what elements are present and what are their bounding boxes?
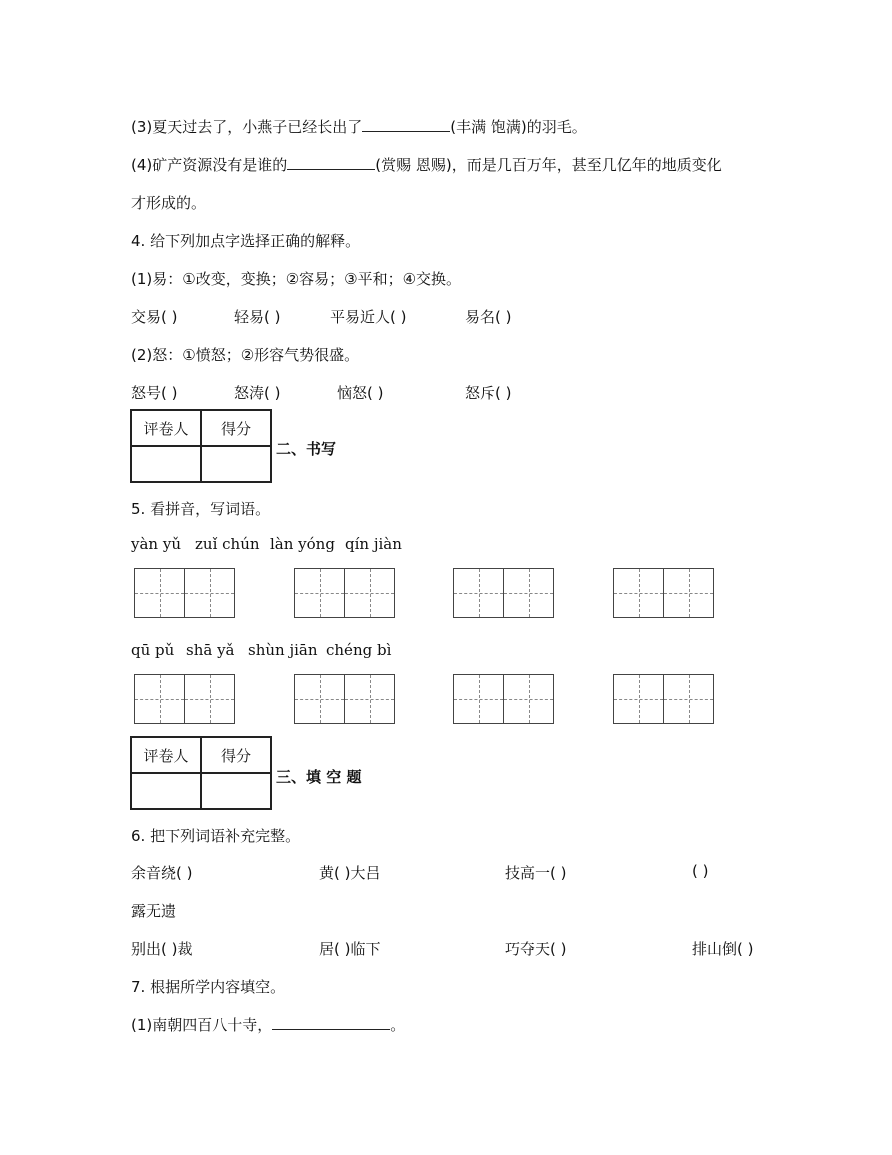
q4-word[interactable]: 怒斥( ): [465, 384, 512, 402]
q4-title: 4. 给下列加点字选择正确的解释。: [131, 232, 361, 250]
tianzige-box[interactable]: [294, 674, 395, 724]
answer-blank[interactable]: [287, 155, 375, 170]
q4-word[interactable]: 交易( ): [131, 308, 178, 326]
q4-sub2: (2)怒：①愤怒；②形容气势很盛。: [131, 346, 360, 364]
q6-idiom[interactable]: 余音绕( ): [131, 864, 193, 882]
pinyin-label: qín jiàn: [345, 535, 402, 553]
pinyin-label: yàn yǔ: [131, 535, 181, 553]
tianzige-box[interactable]: [294, 568, 395, 618]
q7-title: 7. 根据所学内容填空。: [131, 978, 286, 996]
answer-blank[interactable]: [362, 117, 450, 132]
q3-3-options: (丰满 饱满)的羽毛。: [450, 118, 587, 136]
q7-item-1: [131, 1014, 405, 1035]
score-table: [130, 409, 272, 483]
q4-word[interactable]: 怒涛( ): [234, 384, 281, 402]
score-label: 得分: [201, 737, 271, 773]
q4-sub1: (1)易：①改变，变换；②容易；③平和；④交换。: [131, 270, 462, 288]
score-table: [130, 736, 272, 810]
score-cell[interactable]: [201, 446, 271, 482]
reviewer-cell[interactable]: [131, 446, 201, 482]
tianzige-box[interactable]: [613, 568, 714, 618]
q4-word[interactable]: 怒号( ): [131, 384, 178, 402]
q4-word[interactable]: 恼怒( ): [337, 384, 384, 402]
q4-word[interactable]: 易名( ): [465, 308, 512, 326]
q6-idiom[interactable]: 排山倒( ): [692, 940, 754, 958]
tianzige-box[interactable]: [613, 674, 714, 724]
tianzige-box[interactable]: [453, 674, 554, 724]
q6-idiom[interactable]: 居( )临下: [319, 940, 381, 958]
score-cell[interactable]: [201, 773, 271, 809]
q3-3-text: (3)夏天过去了，小燕子已经长出了: [131, 118, 363, 136]
tianzige-box[interactable]: [134, 568, 235, 618]
q6-idiom[interactable]: ( ): [692, 862, 709, 880]
q7-1-text: (1)南朝四百八十寺，: [131, 1016, 273, 1034]
q3-item-4: [131, 154, 722, 175]
q6-idiom[interactable]: 巧夺天( ): [505, 940, 567, 958]
q7-1-end: 。: [390, 1016, 406, 1034]
q6-idiom[interactable]: 技高一( ): [505, 864, 567, 882]
q3-item-3: [131, 116, 587, 137]
reviewer-cell[interactable]: [131, 773, 201, 809]
section-title-writing: 二、书写: [276, 440, 337, 458]
pinyin-label: chéng bì: [326, 641, 392, 659]
score-label: 得分: [201, 410, 271, 446]
q6-idiom-continuation: 露无遗: [131, 902, 177, 920]
q3-4-options: (赏赐 恩赐)，而是几百万年，甚至几亿年的地质变化: [375, 156, 722, 174]
section-title-fill-blank: 三、填 空 题: [276, 768, 362, 786]
q3-4-continuation: 才形成的。: [131, 194, 207, 212]
q6-idiom[interactable]: 别出( )裁: [131, 940, 193, 958]
reviewer-label: 评卷人: [131, 410, 201, 446]
q6-idiom[interactable]: 黄( )大吕: [319, 864, 381, 882]
q4-word[interactable]: 轻易( ): [234, 308, 281, 326]
tianzige-box[interactable]: [453, 568, 554, 618]
q5-title: 5. 看拼音，写词语。: [131, 500, 271, 518]
q3-4-text: (4)矿产资源没有是谁的: [131, 156, 288, 174]
pinyin-label: shùn jiān: [248, 641, 318, 659]
answer-blank[interactable]: [272, 1015, 390, 1030]
pinyin-label: qū pǔ: [131, 641, 175, 659]
tianzige-box[interactable]: [134, 674, 235, 724]
pinyin-label: làn yóng: [270, 535, 335, 553]
pinyin-label: zuǐ chún: [195, 535, 260, 553]
reviewer-label: 评卷人: [131, 737, 201, 773]
pinyin-label: shā yǎ: [186, 641, 235, 659]
q6-title: 6. 把下列词语补充完整。: [131, 827, 301, 845]
q4-word[interactable]: 平易近人( ): [330, 308, 407, 326]
